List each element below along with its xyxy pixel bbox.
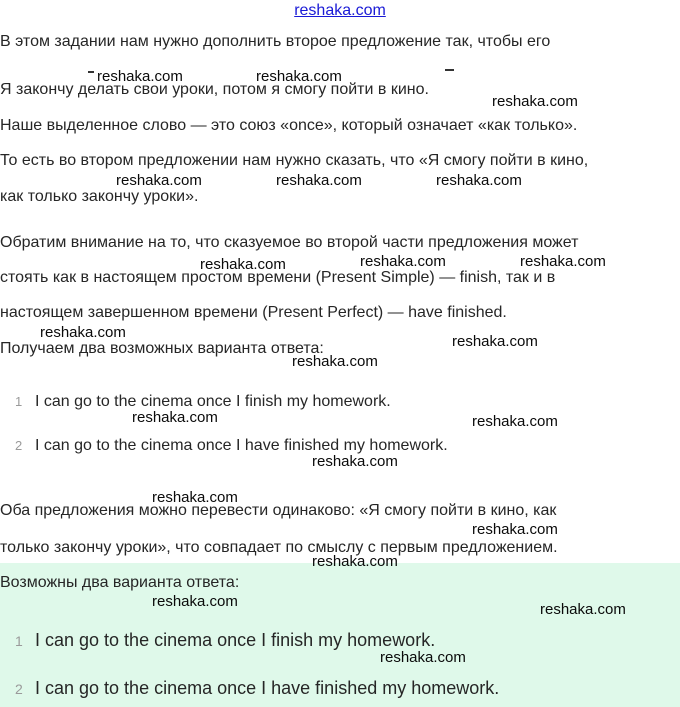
watermark-text: reshaka.com: [152, 593, 238, 610]
list-item-text: I can go to the cinema once I finish my homework.: [35, 393, 391, 410]
translation-text: Я закончу делать свои уроки, потом я смогу пойти в кино.: [0, 81, 429, 98]
scan-artifact: [445, 69, 454, 71]
watermark-text: reshaka.com: [312, 553, 398, 570]
list-item: [15, 678, 499, 699]
meaning-line-1: То есть во втором предложении нам нужно сказать, что «Я смогу пойти в кино,: [0, 152, 589, 169]
watermark-text: reshaka.com: [452, 333, 538, 350]
watermark-text: reshaka.com: [436, 172, 522, 189]
summary-line-1: Оба предложения можно перевести одинаково: «Я смогу пойти в кино, как: [0, 502, 557, 519]
tense-line-2: стоять как в настоящем простом времени (Present Simple) — finish, так и в: [0, 269, 556, 286]
watermark-text: reshaka.com: [116, 172, 202, 189]
answer-title: Возможны два варианта ответа:: [0, 574, 240, 591]
scan-artifact: [88, 71, 94, 73]
summary-line-2: только закончу уроки», что совпадает по смыслу с первым предложением.: [0, 539, 558, 556]
intro-text: В этом задании нам нужно дополнить второе предложение так, чтобы его: [0, 33, 551, 50]
site-link[interactable]: reshaka.com: [294, 2, 386, 19]
list-number: 2: [15, 681, 23, 697]
list-item-text: I can go to the cinema once I have finished my homework.: [35, 678, 500, 698]
list-number: 1: [15, 394, 23, 409]
watermark-text: reshaka.com: [152, 489, 238, 506]
watermark-text: reshaka.com: [200, 256, 286, 273]
watermark-text: reshaka.com: [132, 409, 218, 426]
watermark-text: reshaka.com: [360, 253, 446, 270]
watermark-text: reshaka.com: [312, 453, 398, 470]
watermark-text: reshaka.com: [40, 324, 126, 341]
watermark-text: reshaka.com: [97, 68, 183, 85]
meaning-line-2: как только закончу уроки».: [0, 188, 199, 205]
tense-line-1: Обратим внимание на то, что сказуемое во второй части предложения может: [0, 234, 579, 251]
variants-intro: Получаем два возможных варианта ответа:: [0, 340, 324, 357]
keyword-text: Наше выделенное слово — это союз «once», который означает «как только».: [0, 117, 578, 134]
list-number: 1: [15, 633, 23, 649]
watermark-text: reshaka.com: [540, 601, 626, 618]
watermark-text: reshaka.com: [472, 521, 558, 538]
watermark-text: reshaka.com: [276, 172, 362, 189]
watermark-text: reshaka.com: [292, 353, 378, 370]
watermark-text: reshaka.com: [492, 93, 578, 110]
watermark-text: reshaka.com: [380, 649, 466, 666]
list-number: 2: [15, 438, 23, 453]
tense-line-3: настоящем завершенном времени (Present Perfect) — have finished.: [0, 304, 507, 321]
list-item: [15, 630, 435, 651]
list-item-text: I can go to the cinema once I have finished my homework.: [35, 437, 448, 454]
watermark-text: reshaka.com: [472, 413, 558, 430]
list-item-text: I can go to the cinema once I finish my homework.: [35, 630, 436, 650]
watermark-text: reshaka.com: [520, 253, 606, 270]
watermark-text: reshaka.com: [256, 68, 342, 85]
